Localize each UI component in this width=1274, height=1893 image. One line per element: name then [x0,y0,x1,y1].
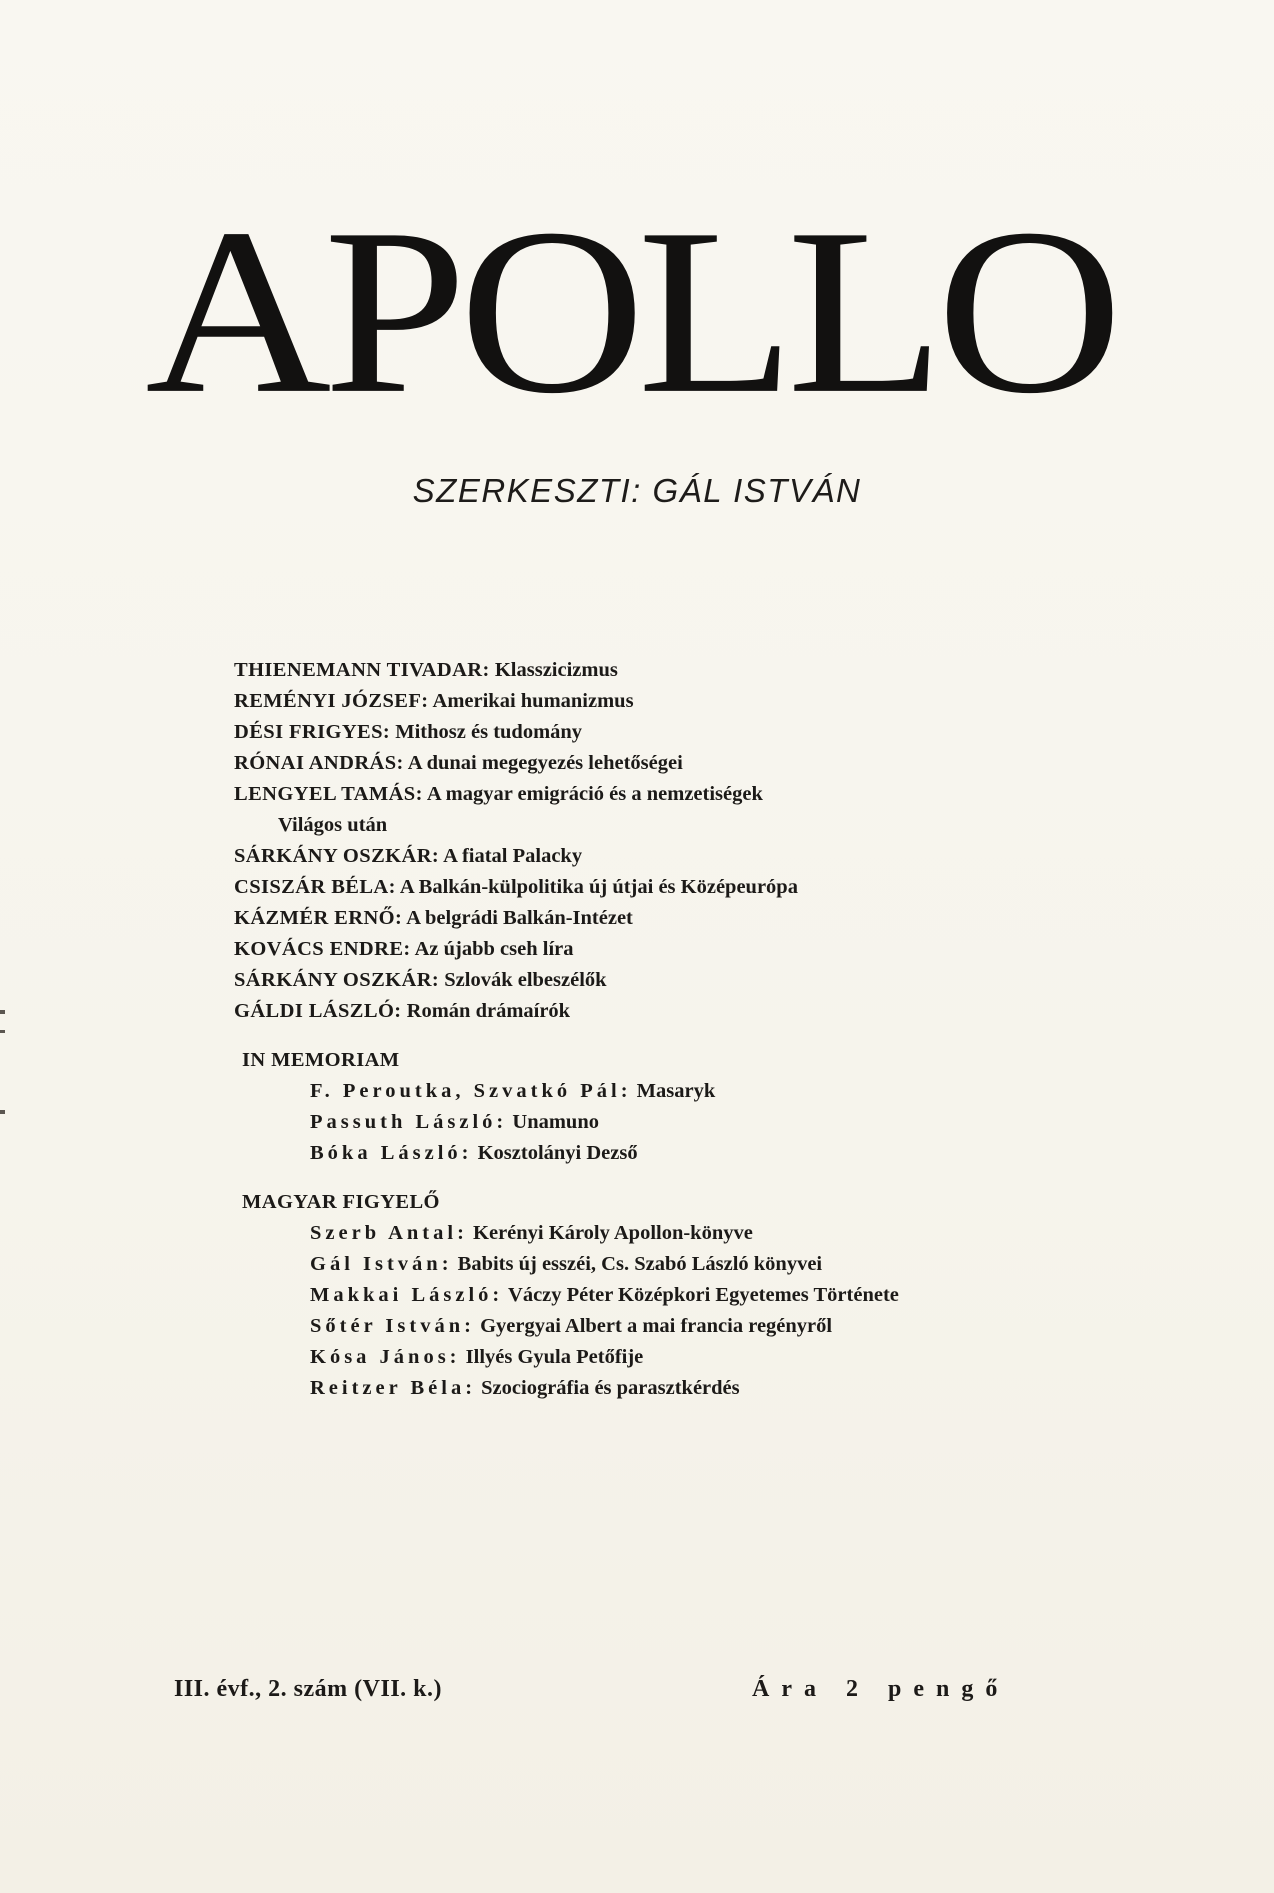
section-heading-magyar-figyelo: MAGYAR FIGYELŐ [242,1191,440,1213]
memoriam-author: Bóka László: [310,1142,473,1164]
toc-title: A magyar emigráció és a nemzetiségek [426,783,763,805]
figyelo-entry [234,1249,1094,1280]
toc-author: KÁZMÉR ERNŐ: [234,907,403,929]
figyelo-author: Sőtér István: [310,1315,475,1337]
memoriam-entry [234,1076,1094,1107]
figyelo-author: Gál István: [310,1253,453,1275]
figyelo-author: Reitzer Béla: [310,1377,477,1399]
figyelo-title: Szociográfia és parasztkérdés [481,1377,740,1399]
figyelo-title: Illyés Gyula Petőfije [465,1346,644,1368]
toc-title: Szlovák elbeszélők [444,969,607,991]
figyelo-entry [234,1280,1094,1311]
toc-author: KOVÁCS ENDRE: [234,938,411,960]
edge-mark [0,1030,5,1033]
memoriam-entry [234,1138,1094,1169]
figyelo-entry [234,1373,1094,1404]
toc-entry [234,717,1094,748]
toc-entry [234,996,1094,1027]
figyelo-entry [234,1342,1094,1373]
figyelo-title: Gyergyai Albert a mai francia regényről [480,1315,833,1337]
memoriam-title: Masaryk [636,1080,716,1102]
section-heading-in-memoriam: IN MEMORIAM [242,1049,400,1071]
toc-entry [234,686,1094,717]
toc-author: RÓNAI ANDRÁS: [234,752,404,774]
edge-mark [0,1110,5,1114]
toc-author: SÁRKÁNY OSZKÁR: [234,969,440,991]
toc-title: Amerikai humanizmus [432,690,634,712]
toc-author: SÁRKÁNY OSZKÁR: [234,845,440,867]
toc-entry [234,779,1094,810]
figyelo-title: Kerényi Károly Apollon-könyve [473,1222,753,1244]
masthead-title: APOLLO [145,179,1115,443]
toc-author: DÉSI FRIGYES: [234,721,391,743]
memoriam-title: Unamuno [512,1111,599,1133]
toc-author: CSISZÁR BÉLA: [234,876,396,898]
toc-author: GÁLDI LÁSZLÓ: [234,1000,402,1022]
toc-title: A Balkán-külpolitika új útjai és Középeurópa [399,876,798,898]
toc-title: A dunai megegyezés lehetőségei [407,752,683,774]
figyelo-entry [234,1311,1094,1342]
issue-info: III. évf., 2. szám (VII. k.) [174,1676,442,1702]
figyelo-author: Szerb Antal: [310,1222,468,1244]
toc-title: A belgrádi Balkán-Intézet [406,907,633,929]
toc-entry-continuation: Világos után [278,814,388,836]
toc-entry [234,655,1094,686]
toc-title: Mithosz és tudomány [395,721,583,743]
toc-title: Klasszicizmus [494,659,618,681]
toc-title: A fiatal Palacky [443,845,583,867]
toc-author: REMÉNYI JÓZSEF: [234,690,429,712]
toc-entry [234,934,1094,965]
figyelo-title: Babits új esszéi, Cs. Szabó László könyvei [457,1253,823,1275]
figyelo-title: Váczy Péter Középkori Egyetemes Története [508,1284,899,1306]
editor-line: SZERKESZTI: GÁL ISTVÁN [412,472,862,509]
memoriam-entry [234,1107,1094,1138]
memoriam-author: F. Peroutka, Szvatkó Pál: [310,1080,632,1102]
toc-title: Az újabb cseh líra [414,938,574,960]
toc-author: LENGYEL TAMÁS: [234,783,423,805]
figyelo-entry [234,1218,1094,1249]
price-info: Ára 2 pengő [752,1676,1010,1702]
memoriam-title: Kosztolányi Dezső [477,1142,638,1164]
toc-entry [234,841,1094,872]
edge-mark [0,1010,5,1014]
toc-entry [234,965,1094,996]
toc-entry [234,748,1094,779]
toc-entry [234,872,1094,903]
figyelo-author: Makkai László: [310,1284,504,1306]
toc-title: Román drámaírók [406,1000,571,1022]
toc-entry [234,903,1094,934]
memoriam-author: Passuth László: [310,1111,508,1133]
figyelo-author: Kósa János: [310,1346,461,1368]
table-of-contents [234,655,1094,1404]
toc-author: THIENEMANN TIVADAR: [234,659,490,681]
